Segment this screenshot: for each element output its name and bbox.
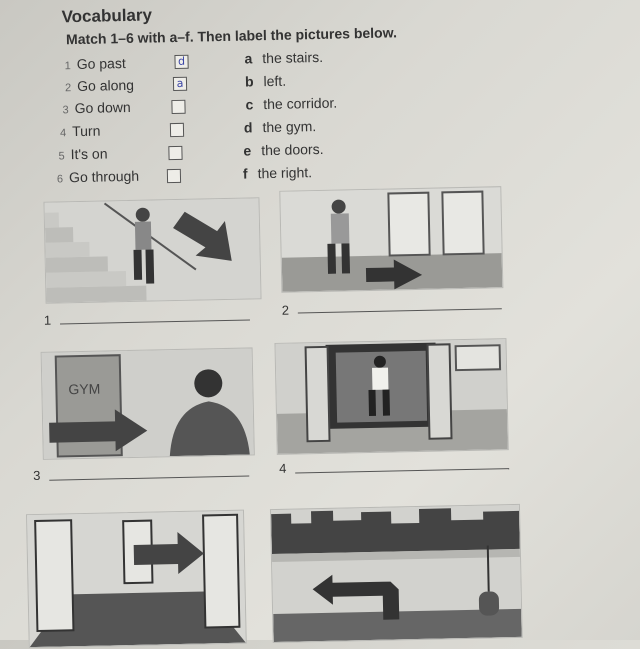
phrase-1: 1 Go past — [64, 55, 126, 73]
picture-number-1: 1 — [43, 312, 52, 328]
picture-turn-left — [270, 504, 523, 643]
picture-doors — [274, 338, 508, 455]
gym-illustration — [42, 348, 254, 458]
ending-d: d the gym. — [243, 118, 317, 136]
answer-line-4[interactable] — [295, 468, 509, 473]
svg-text:GYM: GYM — [68, 380, 101, 398]
answer-box-1[interactable]: d — [174, 55, 188, 69]
phrase-2: 2 Go along — [64, 76, 135, 95]
turn-left-illustration — [271, 505, 522, 642]
answer-box-4[interactable] — [170, 123, 184, 137]
phrase-4: 4 Turn — [59, 122, 101, 140]
answer-box-5[interactable] — [168, 146, 182, 160]
stairs-illustration — [44, 198, 260, 302]
ending-b: b left. — [244, 72, 287, 90]
phrase-5: 5 It's on — [58, 145, 108, 163]
picture-stairs — [43, 197, 261, 304]
corridor-doors-illustration — [27, 511, 246, 647]
answer-box-6[interactable] — [167, 169, 181, 183]
answer-box-3[interactable] — [171, 100, 185, 114]
answer-line-1[interactable] — [60, 319, 250, 324]
picture-number-3: 3 — [33, 467, 41, 484]
instruction-text: Match 1–6 with a–f. Then label the pictures below. — [65, 24, 398, 48]
answer-line-3[interactable] — [49, 476, 249, 481]
picture-corridor-doors — [26, 510, 247, 649]
ending-f: f the right. — [242, 164, 313, 182]
answer-box-2[interactable]: a — [173, 77, 187, 91]
picture-corridor — [279, 186, 503, 293]
corridor-illustration — [280, 187, 502, 292]
phrase-3: 3 Go down — [62, 98, 131, 117]
doors-illustration — [275, 339, 507, 454]
phrase-6: 6 Go through — [56, 167, 140, 186]
section-heading: Vocabulary — [61, 5, 153, 27]
picture-gym — [41, 347, 255, 459]
picture-number-4: 4 — [278, 460, 287, 476]
ending-e: e the doors. — [243, 140, 324, 159]
picture-number-2: 2 — [281, 302, 290, 318]
ending-a: a the stairs. — [244, 48, 324, 67]
answer-line-2[interactable] — [298, 308, 502, 313]
ending-c: c the corridor. — [245, 94, 338, 113]
